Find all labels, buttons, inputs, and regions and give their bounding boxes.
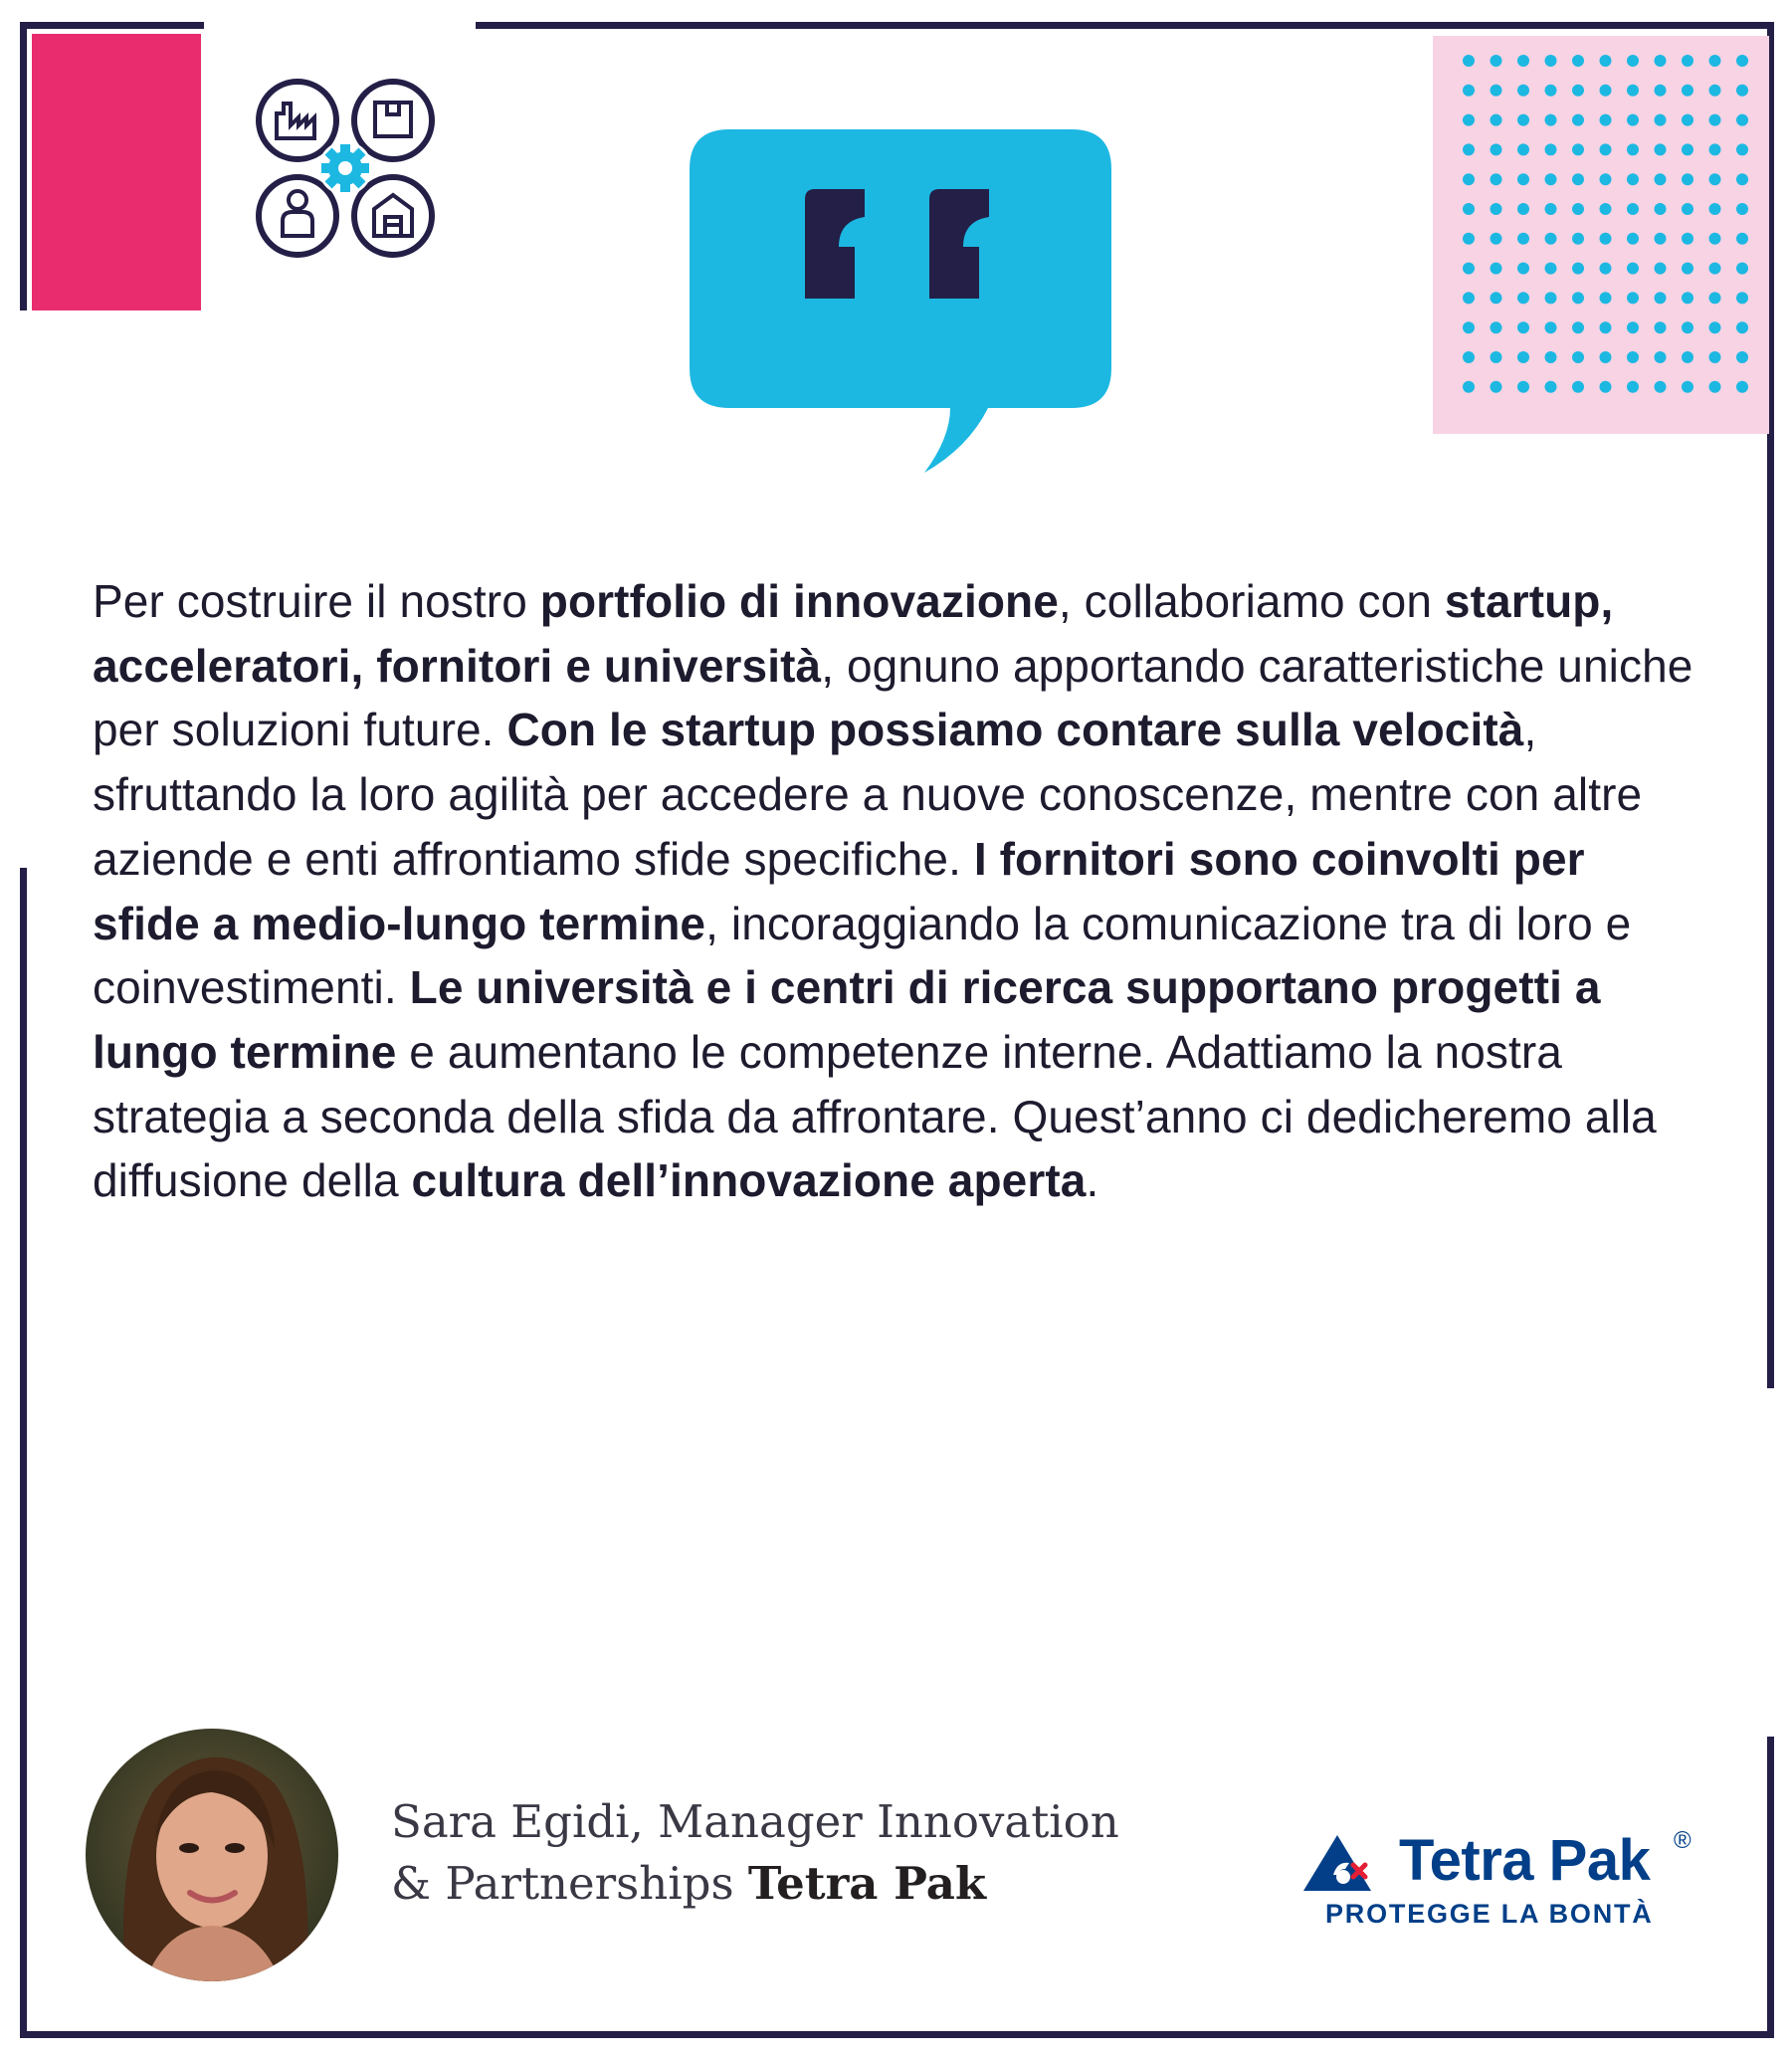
pattern-dot [1682,292,1693,304]
pattern-dot [1627,233,1639,245]
pattern-dot [1682,143,1693,155]
pattern-dot [1736,114,1748,126]
attribution [391,1791,1119,1915]
pattern-dot [1463,203,1475,215]
quote-segment: , incoraggiando la comunicazione tra di loro e coinvestimenti. [93,897,1632,1014]
pattern-dot [1545,233,1557,245]
pattern-dot [1463,55,1475,67]
quote-segment: Per costruire il nostro [93,575,540,627]
pattern-dot [1709,233,1721,245]
pattern-dot [1491,263,1502,275]
pattern-dot [1517,203,1529,215]
pattern-dot [1709,55,1721,67]
pattern-dot [1709,85,1721,97]
quote-segment: , collaboriamo con [1058,575,1445,627]
pattern-dot [1709,321,1721,333]
pattern-dot [1655,321,1667,333]
pattern-dot [1655,173,1667,185]
pattern-dot [1709,143,1721,155]
pattern-dot [1682,381,1693,393]
pattern-dot [1655,114,1667,126]
pattern-dot [1517,263,1529,275]
pattern-dot [1709,173,1721,185]
pattern-dot [1491,351,1502,363]
pattern-dot [1572,173,1584,185]
pattern-dot [1655,85,1667,97]
pattern-dot [1682,263,1693,275]
frame-left-lower [20,868,27,2038]
pattern-dot [1682,233,1693,245]
frame-right-lower [1767,1737,1774,2038]
pattern-dot [1709,381,1721,393]
pattern-dot [1627,173,1639,185]
pattern-dot [1627,321,1639,333]
quote-emphasis: cultura dell’innovazione aperta [411,1154,1087,1207]
pattern-dot [1491,321,1502,333]
pattern-dot [1709,114,1721,126]
pattern-dot [1600,114,1612,126]
pattern-dot [1627,114,1639,126]
quote-text [93,569,1694,1213]
pattern-dot [1655,55,1667,67]
pattern-dot [1627,263,1639,275]
pattern-dot [1463,263,1475,275]
pattern-dot [1572,351,1584,363]
attribution-name-role: Sara Egidi, Manager Innovation [391,1795,1119,1848]
pattern-dot [1627,203,1639,215]
pattern-dot [1736,233,1748,245]
pattern-dot [1736,203,1748,215]
pattern-dot [1600,321,1612,333]
pink-accent-block [32,34,201,310]
quote-segment: , sfruttando la loro agilità per accedere a nuove conoscenze, mentre con altre aziende e enti affrontiamo sfide specifiche. [93,704,1643,885]
pattern-dot [1572,263,1584,275]
pattern-dot [1572,55,1584,67]
pattern-dot [1627,55,1639,67]
pattern-dot [1709,203,1721,215]
pattern-dot [1491,203,1502,215]
pattern-dot [1655,203,1667,215]
pattern-dot [1463,292,1475,304]
pattern-dot [1627,381,1639,393]
pattern-dot [1463,143,1475,155]
pattern-dot [1736,351,1748,363]
pattern-dot [1491,143,1502,155]
pattern-dot [1736,381,1748,393]
pattern-dot [1736,321,1748,333]
pattern-dot [1463,233,1475,245]
pattern-dot [1572,114,1584,126]
pattern-dot [1600,55,1612,67]
pattern-dot [1517,233,1529,245]
pattern-dot [1545,351,1557,363]
dot-grid [1433,36,1769,434]
pattern-dot [1463,321,1475,333]
pattern-dot [1545,173,1557,185]
quote-emphasis: Le università e i centri di ricerca supportano progetti a lungo termine [93,961,1601,1078]
pattern-dot [1545,55,1557,67]
dot-pattern-panel [1433,36,1769,434]
pattern-dot [1627,292,1639,304]
pattern-dot [1736,143,1748,155]
quote-emphasis: I fornitori sono coinvolti per sfide a medio-lungo termine [93,832,1585,949]
logo-name: Tetra Pak [1399,1828,1651,1893]
pattern-dot [1463,85,1475,97]
pattern-dot [1627,351,1639,363]
pattern-dot [1682,55,1693,67]
pattern-dot [1463,114,1475,126]
frame-top-left [20,22,204,29]
pattern-dot [1655,381,1667,393]
pattern-dot [1682,173,1693,185]
pattern-dot [1600,351,1612,363]
pattern-dot [1572,292,1584,304]
pattern-dot [1517,55,1529,67]
pattern-dot [1655,351,1667,363]
pattern-dot [1682,351,1693,363]
pattern-dot [1627,85,1639,97]
pattern-dot [1709,292,1721,304]
pattern-dot [1545,114,1557,126]
pattern-dot [1545,263,1557,275]
pattern-dot [1655,233,1667,245]
pattern-dot [1545,321,1557,333]
pattern-dot [1682,114,1693,126]
pattern-dot [1736,292,1748,304]
pattern-dot [1627,143,1639,155]
pattern-dot [1736,173,1748,185]
pattern-dot [1517,143,1529,155]
pattern-dot [1545,203,1557,215]
pattern-dot [1517,381,1529,393]
pattern-dot [1572,233,1584,245]
pattern-dot [1517,321,1529,333]
pattern-dot [1655,292,1667,304]
pattern-dot [1600,85,1612,97]
pattern-dot [1655,143,1667,155]
avatar [86,1729,338,1981]
quote-emphasis: portfolio di innovazione [539,575,1059,627]
attribution-role-suffix: & Partnerships [391,1857,748,1910]
pattern-dot [1572,203,1584,215]
pattern-dot [1572,143,1584,155]
pattern-dot [1491,85,1502,97]
pattern-dot [1545,292,1557,304]
pattern-dot [1572,321,1584,333]
frame-top-right [476,22,1774,29]
pattern-dot [1600,143,1612,155]
pattern-dot [1600,233,1612,245]
pattern-dot [1545,143,1557,155]
pattern-dot [1463,351,1475,363]
pattern-dot [1463,173,1475,185]
pattern-dot [1655,263,1667,275]
pattern-dot [1600,263,1612,275]
pattern-dot [1736,85,1748,97]
logo-tagline: PROTEGGE LA BONTÀ [1325,1899,1654,1929]
pattern-dot [1491,233,1502,245]
pattern-dot [1491,55,1502,67]
pattern-dot [1682,203,1693,215]
quote-segment: . [1086,1154,1099,1207]
quote-segment: e aumentano le competenze interne. Adattiamo la nostra strategia a seconda della sfida da affrontare. Quest’anno ci dedicheremo alla diffusione della [93,1025,1657,1207]
frame-bottom [20,2031,1774,2038]
pattern-dot [1491,173,1502,185]
logo-registered-mark: ® [1674,1827,1692,1854]
pattern-dot [1545,381,1557,393]
pattern-dot [1463,381,1475,393]
pattern-dot [1517,173,1529,185]
pattern-dot [1682,85,1693,97]
pattern-dot [1545,85,1557,97]
quote-bubble-icon [690,129,1111,473]
pattern-dot [1491,114,1502,126]
pattern-dot [1600,381,1612,393]
pattern-dot [1709,351,1721,363]
pattern-dot [1572,381,1584,393]
supply-chain-gear-icon [251,74,440,263]
pattern-dot [1736,55,1748,67]
pattern-dot [1517,114,1529,126]
pattern-dot [1682,321,1693,333]
pattern-dot [1600,203,1612,215]
attribution-company: Tetra Pak [747,1857,987,1910]
frame-left-upper [20,22,27,310]
pattern-dot [1517,292,1529,304]
pattern-dot [1517,351,1529,363]
pattern-dot [1600,292,1612,304]
quote-emphasis: startup, acceleratori, fornitori e università [93,575,1614,692]
quote-emphasis: Con le startup possiamo contare sulla velocità [506,704,1524,756]
pattern-dot [1600,173,1612,185]
pattern-dot [1517,85,1529,97]
pattern-dot [1491,381,1502,393]
tetra-pak-logo [1303,1827,1721,1937]
quote-segment: , ognuno apportando caratteristiche uniche per soluzioni future. [93,639,1693,756]
pattern-dot [1736,263,1748,275]
tetra-pak-triangle-icon [1303,1835,1395,1895]
pattern-dot [1709,263,1721,275]
pattern-dot [1572,85,1584,97]
pattern-dot [1491,292,1502,304]
attribution-line-2 [391,1853,1119,1915]
